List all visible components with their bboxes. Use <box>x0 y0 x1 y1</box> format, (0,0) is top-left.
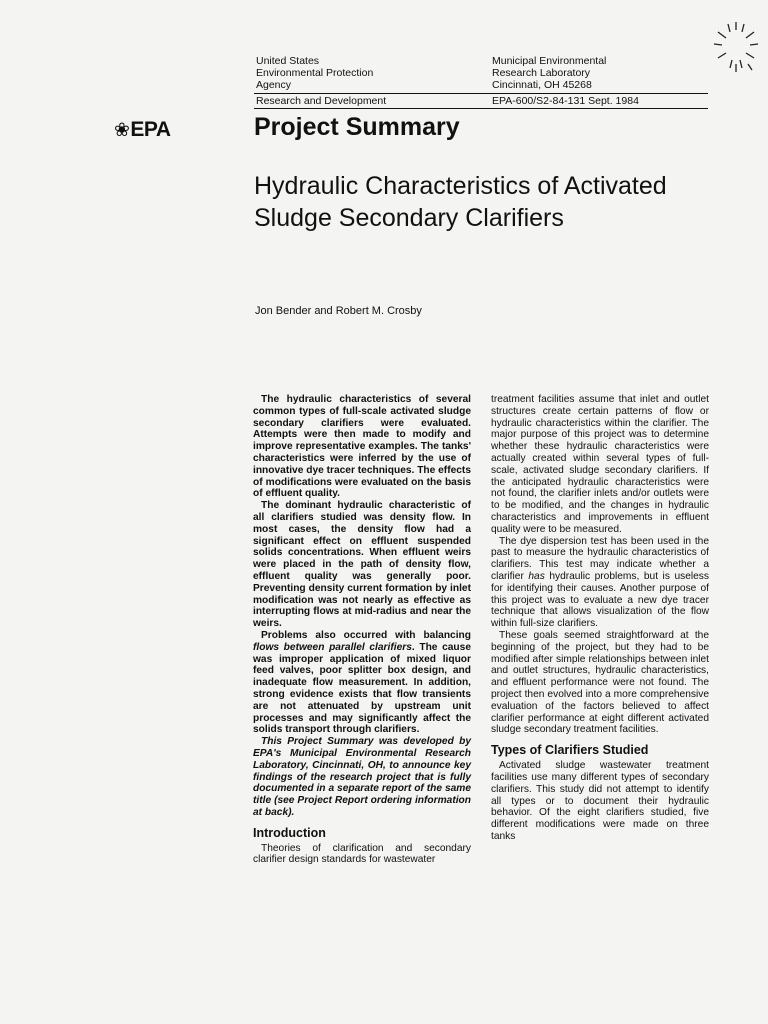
lab-line: Research Laboratory <box>492 67 591 79</box>
lab-address <box>492 55 606 91</box>
series-title: Project Summary <box>254 113 460 141</box>
report-number: EPA-600/S2-84-131 Sept. 1984 <box>492 95 639 107</box>
right-column <box>491 394 709 843</box>
division-label: Research and Development <box>256 95 387 107</box>
lab-line: Municipal Environmental <box>492 55 607 67</box>
body-paragraph: Theories of clarification and secondary clarifier design standards for wastewater <box>253 842 471 866</box>
body-paragraph: Activated sludge wastewater treatment facilities use many different types of secondary clarifiers. This study did not attempt to identify all types or to document their hydraulic behavior. Of the eight clarifiers studied, five different modifications were made on three tanks <box>491 760 709 842</box>
body-text: hydraulic problems, but is useless for identifying their causes. Another purpose of this project was to evaluate a new dye tracer technique that allows visualization of the flow within full-size clarifiers. <box>491 570 709 630</box>
body-text: The dye dispersion test has been used in the past to measure the hydraulic characteristics of clarifiers. This test may indicate whether a clarifier <box>491 535 709 582</box>
summary-note: This Project Summary was developed by EPA's Municipal Environmental Research Laboratory, Cincinnati, OH, to announce key findings of the research project that is fully documented in a separate report of the same title (see Project Report ordering information at back). <box>253 736 471 818</box>
agency-name <box>256 55 373 91</box>
header-rule-top <box>254 93 708 94</box>
abstract-text: Problems also occurred with balancing <box>261 629 471 641</box>
starburst-mark-icon <box>708 18 764 80</box>
abstract-emphasis: flows between parallel clarifiers <box>253 641 412 653</box>
left-column <box>253 394 471 866</box>
epa-logo <box>114 118 171 142</box>
body-paragraph <box>491 536 709 630</box>
abstract-paragraph: The dominant hydraulic characteristic of all clarifiers studied was density flow. In most cases, the density flow had a significant effect on effluent suspended solids concentrations. When effluent weirs were placed in the path of density flow, effluent quality was generally poor. Preventing density current formation by inlet modification was not nearly as effective as interrupting flows at mid-radius and near the weirs. <box>253 500 471 630</box>
abstract-paragraph <box>253 630 471 736</box>
agency-line: Agency <box>256 79 292 91</box>
body-paragraph: treatment facilities assume that inlet and outlet structures create certain patterns of flow or hydraulic characteristics within the clarifier. The major purpose of this project was to determine whether these hydraulic characteristics were actually created within several types of full-scale, activated sludge secondary clarifiers. If the anticipated hydraulic characteristics were not found, the clarifier inlets and/or outlets were to be modified, and the changes in hydraulic characteristics and improvements in effluent quality were to be measured. <box>491 394 709 535</box>
header-rule-bottom <box>254 108 708 109</box>
abstract-paragraph: The hydraulic characteristics of several common types of full-scale activated sludge secondary clarifiers were evaluated. Attempts were then made to modify and improve representative examples. The tanks' characteristics were inferred by the use of innovative dye tracer techniques. The effects of modifications were evaluated on the basis of effluent quality. <box>253 394 471 500</box>
abstract-text: . The cause was improper application of mixed liquor feed valves, poor splitter box design, and inadequate flow measurement. In addition, strong evidence exists that flow transients are not attenuated by upstream unit processes and may significantly affect the solids transport through clarifiers. <box>253 641 471 736</box>
body-paragraph: These goals seemed straightforward at the beginning of the project, but they had to be modified after simple relationships between inlet and outlet structures, hydraulic characteristics, and effluent performance were not found. The project then evolved into a more comprehensive evaluation of the factors believed to affect clarifier performance at eight different activated sludge secondary treatment facilities. <box>491 629 709 736</box>
epa-logo-text: EPA <box>130 118 171 141</box>
agency-line: United States <box>256 55 320 67</box>
document-title: Hydraulic Characteristics of Activated Sludge Secondary Clarifiers <box>254 172 667 232</box>
authors: Jon Bender and Robert M. Crosby <box>255 305 422 317</box>
section-heading: Introduction <box>253 825 326 840</box>
agency-line: Environmental Protection <box>256 67 374 79</box>
section-heading: Types of Clarifiers Studied <box>491 743 649 758</box>
epa-flower-icon: ❀ <box>114 120 130 141</box>
lab-line: Cincinnati, OH 45268 <box>492 79 592 91</box>
body-emphasis: has <box>528 570 545 582</box>
